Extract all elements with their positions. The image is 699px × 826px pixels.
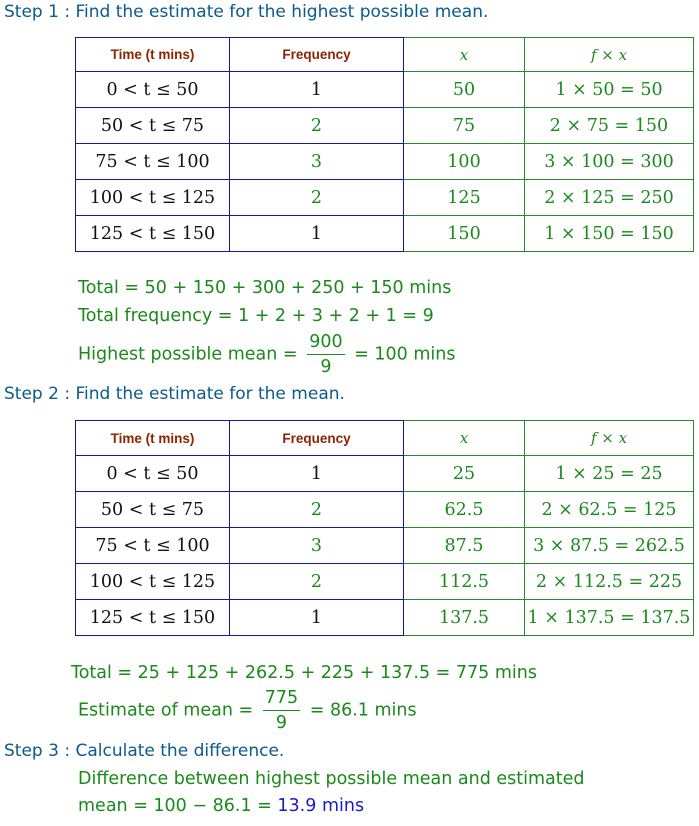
cell-x: 62.5 [404, 492, 525, 528]
cell-x: 150 [404, 216, 525, 252]
cell-time: 100 < t ≤ 125 [76, 564, 230, 600]
step2-heading [4, 384, 345, 404]
step1-mean [78, 332, 455, 377]
table-row [76, 564, 694, 600]
cell-fx: 2 × 112.5 = 225 [525, 564, 694, 600]
cell-frequency: 1 [230, 456, 404, 492]
cell-time: 50 < t ≤ 75 [76, 108, 230, 144]
step1-mean-fraction [307, 332, 344, 377]
cell-fx: 3 × 100 = 300 [525, 144, 694, 180]
step1-heading [4, 2, 488, 22]
step3-line1: Difference between highest possible mean and estimated [78, 769, 585, 789]
table-row [76, 600, 694, 636]
step3-unit: mins [321, 796, 365, 816]
cell-frequency: 3 [230, 144, 404, 180]
header-frequency: Frequency [230, 421, 404, 456]
cell-x: 100 [404, 144, 525, 180]
step2-mean-label: Estimate of mean = [78, 700, 254, 721]
step1-mean-result: = 100 mins [354, 344, 456, 365]
step1-total: Total = 50 + 150 + 300 + 250 + 150 mins [78, 278, 452, 298]
step1-label: Step 1 : [4, 2, 71, 22]
cell-x: 125 [404, 180, 525, 216]
step3-equation: mean = 100 − 86.1 = [78, 796, 272, 816]
step2-mean [78, 688, 417, 733]
cell-frequency: 1 [230, 216, 404, 252]
cell-frequency: 2 [230, 492, 404, 528]
cell-x: 137.5 [404, 600, 525, 636]
table-row [76, 144, 694, 180]
cell-time: 100 < t ≤ 125 [76, 180, 230, 216]
header-fx: f × x [525, 38, 694, 72]
cell-fx: 3 × 87.5 = 262.5 [525, 528, 694, 564]
cell-time: 125 < t ≤ 150 [76, 216, 230, 252]
table-row [76, 72, 694, 108]
table-header-row [76, 421, 694, 456]
cell-x: 112.5 [404, 564, 525, 600]
cell-time: 0 < t ≤ 50 [76, 72, 230, 108]
step2-total: Total = 25 + 125 + 262.5 + 225 + 137.5 = 775 mins [71, 663, 537, 683]
step2-label: Step 2 : [4, 384, 71, 404]
cell-time: 125 < t ≤ 150 [76, 600, 230, 636]
header-time: Time (t mins) [76, 38, 230, 72]
step2-mean-fraction [263, 688, 300, 733]
cell-frequency: 2 [230, 564, 404, 600]
step3-answer: 13.9 [277, 796, 317, 816]
table-header-row [76, 38, 694, 72]
step1-table [75, 37, 694, 252]
cell-frequency: 2 [230, 180, 404, 216]
cell-x: 87.5 [404, 528, 525, 564]
step1-text: Find the estimate for the highest possible mean. [75, 2, 489, 22]
header-x: x [404, 421, 525, 456]
cell-time: 75 < t ≤ 100 [76, 528, 230, 564]
cell-frequency: 3 [230, 528, 404, 564]
step3-label: Step 3 : [4, 741, 71, 761]
step3-text: Calculate the difference. [75, 741, 285, 761]
cell-x: 25 [404, 456, 525, 492]
cell-frequency: 2 [230, 108, 404, 144]
step2-mean-result: = 86.1 mins [309, 700, 417, 721]
step3-line2 [78, 796, 364, 816]
step1-total-frequency: Total frequency = 1 + 2 + 3 + 2 + 1 = 9 [78, 306, 434, 326]
step2-table [75, 420, 694, 636]
cell-fx: 2 × 75 = 150 [525, 108, 694, 144]
fraction-numerator: 900 [307, 332, 344, 355]
cell-time: 75 < t ≤ 100 [76, 144, 230, 180]
fraction-denominator: 9 [320, 357, 332, 377]
table-row [76, 216, 694, 252]
header-time: Time (t mins) [76, 421, 230, 456]
step1-mean-label: Highest possible mean = [78, 344, 298, 365]
cell-x: 50 [404, 72, 525, 108]
header-frequency: Frequency [230, 38, 404, 72]
step2-text: Find the estimate for the mean. [75, 384, 345, 404]
fraction-denominator: 9 [275, 713, 287, 733]
step3-heading [4, 741, 284, 761]
cell-time: 50 < t ≤ 75 [76, 492, 230, 528]
cell-fx: 2 × 125 = 250 [525, 180, 694, 216]
table-row [76, 180, 694, 216]
cell-fx: 1 × 137.5 = 137.5 [525, 600, 694, 636]
table-row [76, 456, 694, 492]
header-x: x [404, 38, 525, 72]
cell-fx: 1 × 50 = 50 [525, 72, 694, 108]
cell-time: 0 < t ≤ 50 [76, 456, 230, 492]
table-row [76, 492, 694, 528]
cell-frequency: 1 [230, 72, 404, 108]
cell-fx: 1 × 25 = 25 [525, 456, 694, 492]
cell-fx: 1 × 150 = 150 [525, 216, 694, 252]
header-fx: f × x [525, 421, 694, 456]
table-row [76, 528, 694, 564]
table-row [76, 108, 694, 144]
cell-frequency: 1 [230, 600, 404, 636]
fraction-numerator: 775 [263, 688, 300, 711]
cell-x: 75 [404, 108, 525, 144]
cell-fx: 2 × 62.5 = 125 [525, 492, 694, 528]
